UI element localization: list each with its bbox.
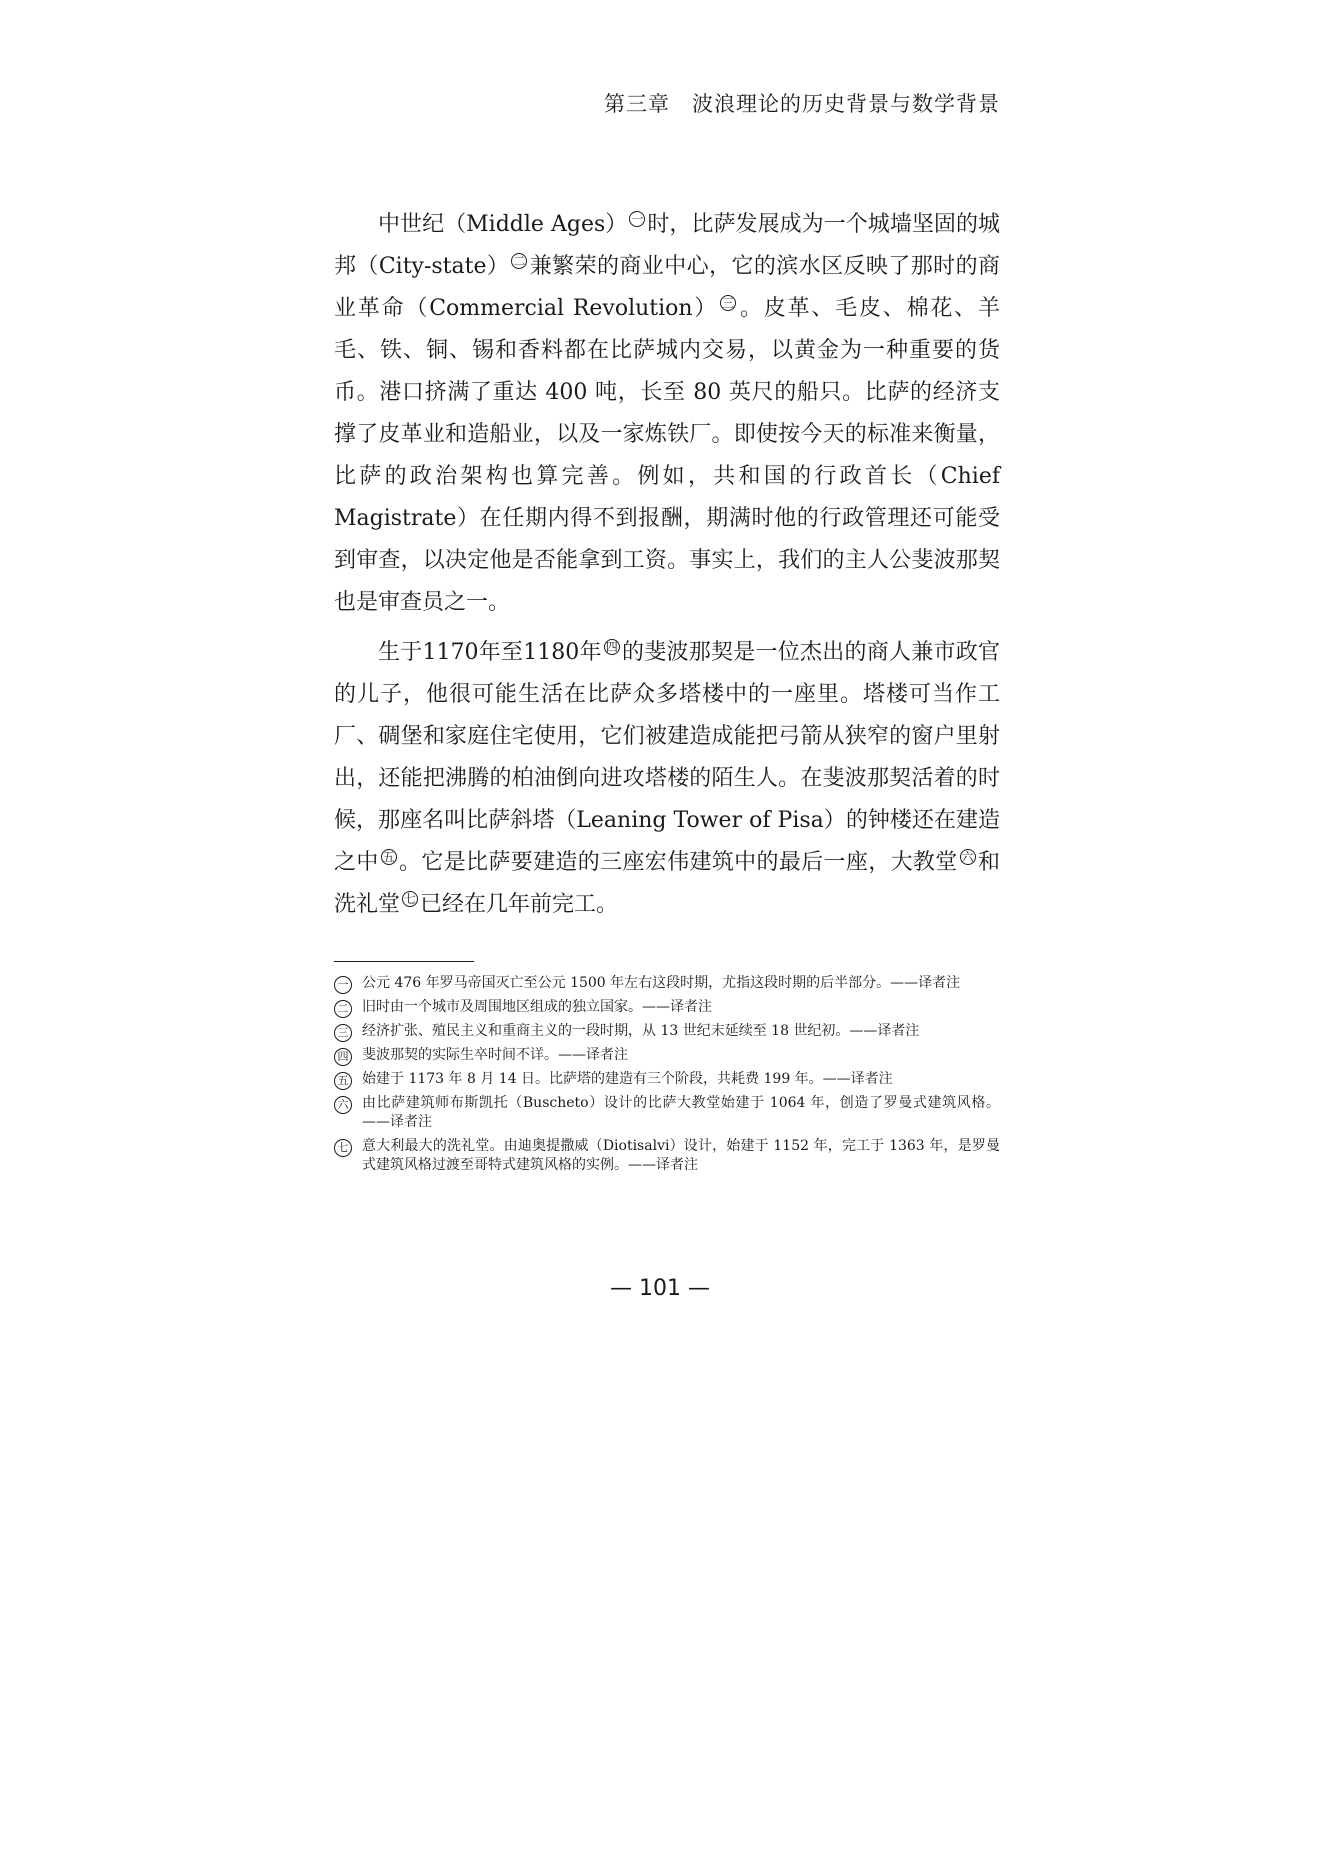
paragraph-1-segment-1: 中世纪（Middle Ages）: [378, 212, 628, 237]
footnote-text-5: 始建于 1173 年 8 月 14 日。比萨塔的建造有三个阶段，共耗费 199 年。——译者注: [362, 1071, 893, 1087]
footnote-marker-2: 二: [334, 1000, 352, 1018]
footnote-7: [334, 1137, 1000, 1175]
footnote-text-6: 由比萨建筑师布斯凯托（Buscheto）设计的比萨大教堂始建于 1064 年，创造了罗曼式建筑风格。——译者注: [362, 1095, 1000, 1130]
footnote-3: [334, 1022, 1000, 1041]
footnote-ref-1[interactable]: 一: [631, 211, 644, 226]
footnote-marker-1: 一: [334, 976, 352, 994]
paragraph-2-segment-4: 和洗礼堂: [334, 850, 1000, 917]
footnote-5: [334, 1070, 1000, 1089]
footnote-ref-4[interactable]: 四: [605, 639, 618, 654]
footnote-4: [334, 1046, 1000, 1065]
footnote-text-1: 公元 476 年罗马帝国灭亡至公元 1500 年左右这段时期，尤指这段时期的后半部分。——译者注: [362, 975, 961, 991]
footnote-marker-6: 六: [334, 1096, 352, 1114]
footnote-divider: [334, 961, 474, 962]
footnote-1: [334, 974, 1000, 993]
footnote-text-7: 意大利最大的洗礼堂。由迪奥提撒威（Diotisalvi）设计，始建于 1152 年，完工于 1363 年，是罗曼式建筑风格过渡至哥特式建筑风格的实例。——译者注: [362, 1138, 1000, 1173]
footnote-marker-7: 七: [334, 1139, 352, 1157]
paragraph-1-segment-4: 。皮革、毛皮、棉花、羊毛、铁、铜、锡和香料都在比萨城内交易，以黄金为一种重要的货币。港口挤满了重达 400 吨，长至 80 英尺的船只。比萨的经济支撑了皮革业和造船业，以及一家炼铁厂。即使按今天的标准来衡量，比萨的政治架构也算完善。例如，共和国的行政首长（Chief Magistrate）在任期内得不到报酬，期满时他的行政管理还可能受到审查，以决定他是否能拿到工资。事实上，我们的主人公斐波那契也是审查员之一。: [334, 296, 1000, 615]
paragraph-1-segment-3: 兼繁荣的商业中心，它的滨水区反映了那时的商业革命（Commercial Revolution）: [334, 254, 1000, 321]
paragraph-2-segment-3: 。它是比萨要建造的三座宏伟建筑中的最后一座，大教堂: [398, 850, 958, 875]
footnote-text-2: 旧时由一个城市及周围地区组成的独立国家。——译者注: [362, 999, 712, 1015]
paragraph-2-segment-1: 生于1170年至1180年: [378, 640, 602, 665]
footnote-ref-2[interactable]: 二: [513, 253, 526, 268]
paragraph-1-segment-2: 时，比萨发展成为一个城墙坚固的城邦（City-state）: [334, 212, 1000, 279]
footnote-text-3: 经济扩张、殖民主义和重商主义的一段时期，从 13 世纪末延续至 18 世纪初。——译者注: [362, 1023, 920, 1039]
paragraph-2: [334, 632, 1000, 926]
footnote-marker-3: 三: [334, 1024, 352, 1042]
footnote-marker-4: 四: [334, 1048, 352, 1066]
footnote-ref-7[interactable]: 七: [404, 891, 417, 906]
paragraph-2-segment-2: 的斐波那契是一位杰出的商人兼市政官的儿子，他很可能生活在比萨众多塔楼中的一座里。塔楼可当作工厂、碉堡和家庭住宅使用，它们被建造成能把弓箭从狭窄的窗户里射出，还能把沸腾的柏油倒向进攻塔楼的陌生人。在斐波那契活着的时候，那座名叫比萨斜塔（Leaning Tower of Pisa）的钟楼还在建造之中: [334, 640, 1000, 875]
running-header: 第三章 波浪理论的历史背景与数学背景: [604, 92, 1000, 116]
footnote-text-4: 斐波那契的实际生卒时间不详。——译者注: [362, 1047, 628, 1063]
main-text: [334, 204, 1000, 934]
footnote-marker-5: 五: [334, 1072, 352, 1090]
paragraph-2-segment-5: 已经在几年前完工。: [420, 892, 619, 917]
footnote-ref-3[interactable]: 三: [722, 295, 735, 310]
paragraph-1: [334, 204, 1000, 624]
footnote-ref-6[interactable]: 六: [961, 849, 974, 864]
footnotes: [334, 974, 1000, 1180]
footnote-6: [334, 1094, 1000, 1132]
footnote-ref-5[interactable]: 五: [382, 849, 395, 864]
footnote-2: [334, 998, 1000, 1017]
page-number: — 101 —: [610, 1276, 710, 1301]
